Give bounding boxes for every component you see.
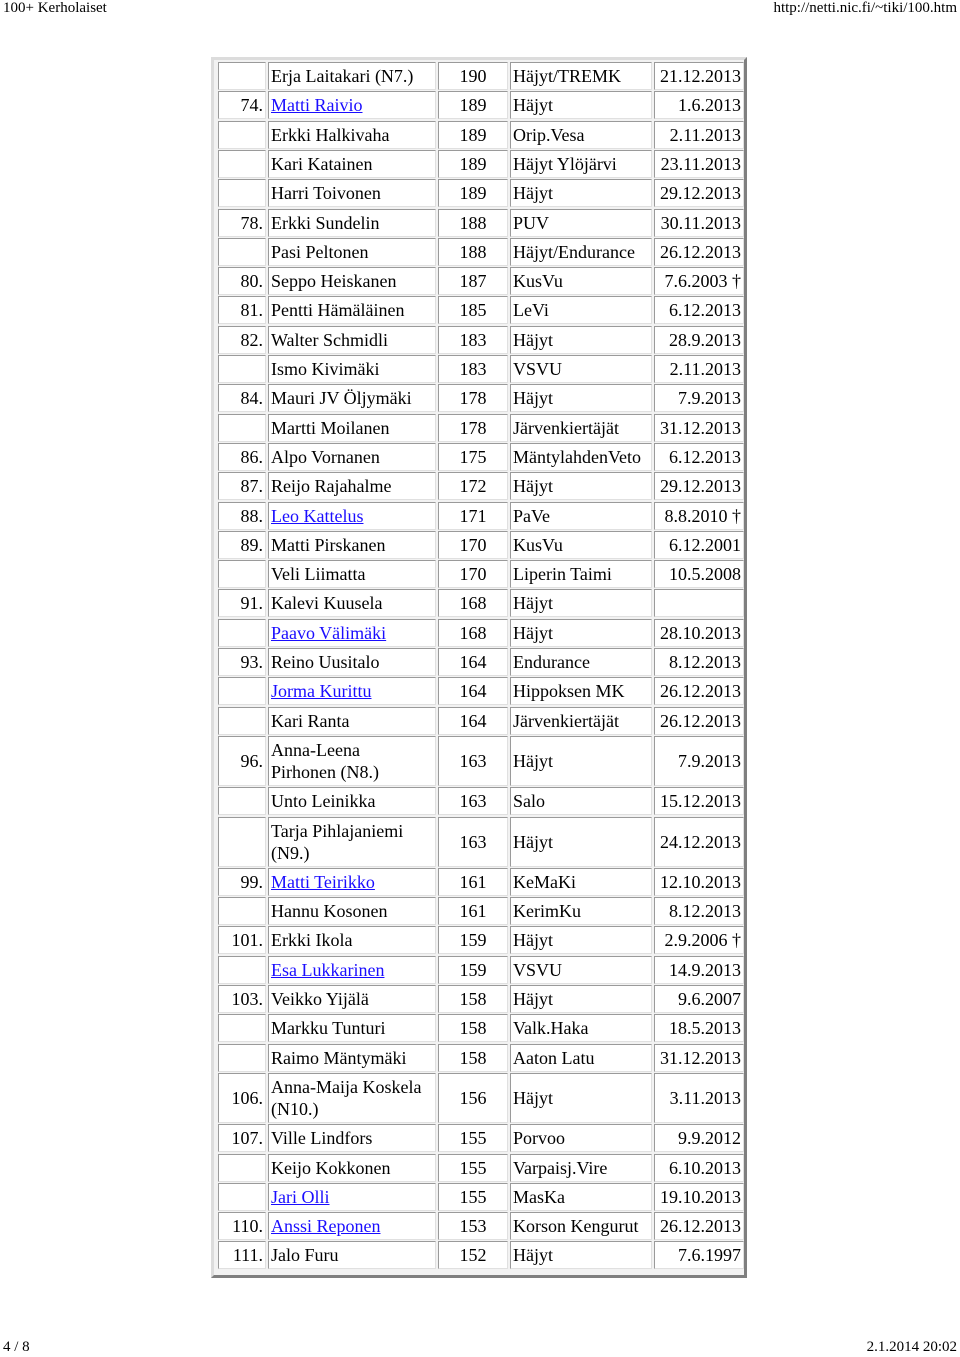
date-cell: 6.12.2013 xyxy=(654,296,744,324)
table-row xyxy=(218,560,744,588)
table-row xyxy=(218,736,744,786)
date-cell: 6.12.2001 xyxy=(654,531,744,559)
name-cell xyxy=(268,1014,436,1042)
date-cell: 7.9.2013 xyxy=(654,736,744,786)
name-link[interactable]: Paavo Välimäki xyxy=(271,622,387,643)
club-cell: Orip.Vesa xyxy=(510,121,652,149)
table-row xyxy=(218,1183,744,1211)
table-row xyxy=(218,1014,744,1042)
club-cell: KeMaKi xyxy=(510,868,652,896)
date-cell: 1.6.2013 xyxy=(654,91,744,119)
table-row xyxy=(218,179,744,207)
date-cell: 2.11.2013 xyxy=(654,355,744,383)
rank-cell: 110. xyxy=(218,1212,266,1240)
rank-cell xyxy=(218,1154,266,1182)
table-row xyxy=(218,414,744,442)
table-row xyxy=(218,1124,744,1152)
number-cell: 163 xyxy=(438,736,508,786)
rank-cell xyxy=(218,414,266,442)
club-cell: Häjyt xyxy=(510,91,652,119)
name-cell xyxy=(268,1154,436,1182)
date-cell: 23.11.2013 xyxy=(654,150,744,178)
date-cell: 26.12.2013 xyxy=(654,707,744,735)
date-cell: 26.12.2013 xyxy=(654,677,744,705)
club-cell: Korson Kengurut xyxy=(510,1212,652,1240)
rank-cell xyxy=(218,707,266,735)
table-row xyxy=(218,589,744,617)
name-cell xyxy=(268,817,436,867)
rank-cell: 107. xyxy=(218,1124,266,1152)
number-cell: 159 xyxy=(438,956,508,984)
table-row xyxy=(218,985,744,1013)
number-cell: 189 xyxy=(438,121,508,149)
name-text: Reijo Rajahalme xyxy=(271,476,392,497)
name-text: Reino Uusitalo xyxy=(271,652,380,672)
table-row xyxy=(218,677,744,705)
name-text: Kari Katainen xyxy=(271,153,373,174)
club-cell: Valk.Haka xyxy=(510,1014,652,1042)
name-cell xyxy=(268,926,436,954)
number-cell: 153 xyxy=(438,1212,508,1240)
club-cell: Järvenkiertäjät xyxy=(510,414,652,442)
date-cell: 7.9.2013 xyxy=(654,384,744,412)
name-text: Alpo Vornanen xyxy=(271,446,380,467)
number-cell: 158 xyxy=(438,1014,508,1042)
date-cell: 8.12.2013 xyxy=(654,648,744,676)
name-text: Pentti Hämäläinen xyxy=(271,300,405,321)
rank-cell xyxy=(218,1183,266,1211)
club-cell: Häjyt xyxy=(510,326,652,354)
date-cell: 29.12.2013 xyxy=(654,179,744,207)
date-cell: 31.12.2013 xyxy=(654,414,744,442)
name-cell xyxy=(268,355,436,383)
name-text: Mauri JV Öljymäki xyxy=(271,388,412,409)
number-cell: 190 xyxy=(438,62,508,90)
rank-cell: 82. xyxy=(218,326,266,354)
name-text: Matti Pirskanen xyxy=(271,534,386,555)
table-row xyxy=(218,1212,744,1240)
date-cell: 8.12.2013 xyxy=(654,897,744,925)
rank-cell: 80. xyxy=(218,267,266,295)
date-cell: 14.9.2013 xyxy=(654,956,744,984)
name-cell xyxy=(268,648,436,676)
club-cell: Varpaisj.Vire xyxy=(510,1154,652,1182)
table-row xyxy=(218,926,744,954)
name-cell xyxy=(268,472,436,500)
table-row xyxy=(218,531,744,559)
page-footer xyxy=(0,1339,960,1357)
rank-cell: 106. xyxy=(218,1073,266,1123)
name-cell xyxy=(268,1183,436,1211)
rank-cell: 87. xyxy=(218,472,266,500)
table-row xyxy=(218,619,744,647)
name-text: Veikko Yijälä xyxy=(271,989,369,1009)
number-cell: 178 xyxy=(438,384,508,412)
rank-cell xyxy=(218,121,266,149)
name-text: Pasi Peltonen xyxy=(271,241,369,262)
table-row xyxy=(218,238,744,266)
date-cell: 21.12.2013 xyxy=(654,62,744,90)
rank-cell xyxy=(218,619,266,647)
rank-cell: 88. xyxy=(218,502,266,530)
name-cell xyxy=(268,267,436,295)
name-cell xyxy=(268,985,436,1013)
date-cell: 9.9.2012 xyxy=(654,1124,744,1152)
date-cell: 8.8.2010 † xyxy=(654,502,744,530)
date-cell: 29.12.2013 xyxy=(654,472,744,500)
club-cell: Häjyt xyxy=(510,1073,652,1123)
number-cell: 168 xyxy=(438,619,508,647)
rank-cell: 101. xyxy=(218,926,266,954)
club-cell: VSVU xyxy=(510,355,652,383)
date-cell: 18.5.2013 xyxy=(654,1014,744,1042)
club-cell: Liperin Taimi xyxy=(510,560,652,588)
date-cell: 6.12.2013 xyxy=(654,443,744,471)
number-cell: 175 xyxy=(438,443,508,471)
name-cell xyxy=(268,736,436,786)
name-cell xyxy=(268,209,436,237)
results-table xyxy=(211,57,747,1278)
rank-cell: 84. xyxy=(218,384,266,412)
number-cell: 171 xyxy=(438,502,508,530)
number-cell: 161 xyxy=(438,897,508,925)
rank-cell xyxy=(218,1044,266,1072)
name-cell xyxy=(268,1241,436,1269)
number-cell: 156 xyxy=(438,1073,508,1123)
name-cell xyxy=(268,1044,436,1072)
club-cell: LeVi xyxy=(510,296,652,324)
club-cell: Häjyt xyxy=(510,179,652,207)
club-cell: KusVu xyxy=(510,267,652,295)
name-cell xyxy=(268,121,436,149)
name-text-line2: Pirhonen (N8.) xyxy=(271,761,379,782)
date-cell: 12.10.2013 xyxy=(654,868,744,896)
page-number: 4 / 8 xyxy=(3,1339,30,1355)
table-row xyxy=(218,472,744,500)
number-cell: 155 xyxy=(438,1124,508,1152)
number-cell: 188 xyxy=(438,209,508,237)
name-cell xyxy=(268,531,436,559)
name-text: Jalo Furu xyxy=(271,1245,339,1266)
name-text: Anna-Leena xyxy=(271,739,360,760)
number-cell: 189 xyxy=(438,150,508,178)
number-cell: 168 xyxy=(438,589,508,617)
club-cell: VSVU xyxy=(510,956,652,984)
name-text: Kalevi Kuusela xyxy=(271,593,383,614)
table-row xyxy=(218,384,744,412)
name-cell xyxy=(268,384,436,412)
club-cell: Häjyt xyxy=(510,736,652,786)
number-cell: 189 xyxy=(438,91,508,119)
club-cell: Häjyt/Endurance xyxy=(510,238,652,266)
rank-cell xyxy=(218,897,266,925)
date-cell: 3.11.2013 xyxy=(654,1073,744,1123)
name-text: Anna-Maija Koskela xyxy=(271,1076,422,1097)
number-cell: 159 xyxy=(438,926,508,954)
club-cell: Häjyt xyxy=(510,1241,652,1269)
rank-cell xyxy=(218,150,266,178)
number-cell: 163 xyxy=(438,787,508,815)
date-cell: 28.10.2013 xyxy=(654,619,744,647)
number-cell: 183 xyxy=(438,355,508,383)
name-cell xyxy=(268,296,436,324)
name-text: Erkki Ikola xyxy=(271,930,353,951)
name-link[interactable]: Matti Raivio xyxy=(271,95,363,116)
table-row xyxy=(218,91,744,119)
date-cell: 19.10.2013 xyxy=(654,1183,744,1211)
name-cell xyxy=(268,62,436,90)
name-cell xyxy=(268,707,436,735)
club-cell: Aaton Latu xyxy=(510,1044,652,1072)
name-text: Kari Ranta xyxy=(271,710,350,731)
date-cell xyxy=(654,589,744,617)
page-url: http://netti.nic.fi/~tiki/100.htm xyxy=(773,0,957,16)
name-link[interactable]: Jari Olli xyxy=(271,1186,330,1207)
name-text: Markku Tunturi xyxy=(271,1018,386,1039)
name-cell xyxy=(268,179,436,207)
date-cell: 24.12.2013 xyxy=(654,817,744,867)
club-cell: PaVe xyxy=(510,502,652,530)
rank-cell xyxy=(218,560,266,588)
table-row xyxy=(218,121,744,149)
number-cell: 178 xyxy=(438,414,508,442)
number-cell: 158 xyxy=(438,1044,508,1072)
name-cell xyxy=(268,238,436,266)
table-row xyxy=(218,62,744,90)
rank-cell: 89. xyxy=(218,531,266,559)
date-cell: 31.12.2013 xyxy=(654,1044,744,1072)
name-cell xyxy=(268,91,436,119)
number-cell: 155 xyxy=(438,1183,508,1211)
name-text: Erkki Sundelin xyxy=(271,212,380,233)
name-link[interactable]: Leo Kattelus xyxy=(271,505,364,526)
table-row xyxy=(218,868,744,896)
club-cell: MasKa xyxy=(510,1183,652,1211)
club-cell: Häjyt xyxy=(510,985,652,1013)
club-cell: Häjyt/TREMK xyxy=(510,62,652,90)
club-cell: Häjyt xyxy=(510,472,652,500)
rank-cell xyxy=(218,355,266,383)
club-cell: KerimKu xyxy=(510,897,652,925)
rank-cell: 81. xyxy=(218,296,266,324)
club-cell: Häjyt xyxy=(510,926,652,954)
table-row xyxy=(218,1154,744,1182)
rank-cell: 103. xyxy=(218,985,266,1013)
rank-cell: 74. xyxy=(218,91,266,119)
name-link[interactable]: Anssi Reponen xyxy=(271,1216,381,1237)
rank-cell xyxy=(218,677,266,705)
number-cell: 164 xyxy=(438,677,508,705)
date-cell: 26.12.2013 xyxy=(654,238,744,266)
rank-cell: 86. xyxy=(218,443,266,471)
number-cell: 161 xyxy=(438,868,508,896)
date-cell: 15.12.2013 xyxy=(654,787,744,815)
page-header xyxy=(0,0,960,20)
club-cell: MäntylahdenVeto xyxy=(510,443,652,471)
date-cell: 7.6.2003 † xyxy=(654,267,744,295)
date-cell: 30.11.2013 xyxy=(654,209,744,237)
rank-cell: 93. xyxy=(218,648,266,676)
rank-cell: 78. xyxy=(218,209,266,237)
rank-cell xyxy=(218,817,266,867)
name-cell xyxy=(268,897,436,925)
name-cell xyxy=(268,150,436,178)
rank-cell: 111. xyxy=(218,1241,266,1269)
date-cell: 9.6.2007 xyxy=(654,985,744,1013)
number-cell: 163 xyxy=(438,817,508,867)
table-row xyxy=(218,1241,744,1269)
table-row xyxy=(218,150,744,178)
name-cell xyxy=(268,414,436,442)
rank-cell xyxy=(218,62,266,90)
name-text: Erkki Halkivaha xyxy=(271,124,390,145)
name-text: Ville Lindfors xyxy=(271,1128,373,1149)
table-row xyxy=(218,817,744,867)
number-cell: 183 xyxy=(438,326,508,354)
name-text-line2: (N9.) xyxy=(271,842,310,863)
name-cell xyxy=(268,443,436,471)
name-cell xyxy=(268,956,436,984)
name-text: Keijo Kokkonen xyxy=(271,1157,391,1178)
club-cell: Häjyt xyxy=(510,817,652,867)
number-cell: 172 xyxy=(438,472,508,500)
rank-cell xyxy=(218,1014,266,1042)
club-cell: Hippoksen MK xyxy=(510,677,652,705)
table-row xyxy=(218,1044,744,1072)
name-text: Harri Toivonen xyxy=(271,183,381,204)
number-cell: 187 xyxy=(438,267,508,295)
table-row xyxy=(218,956,744,984)
number-cell: 164 xyxy=(438,648,508,676)
rank-cell: 91. xyxy=(218,589,266,617)
club-cell: Häjyt xyxy=(510,619,652,647)
table-row xyxy=(218,648,744,676)
name-cell xyxy=(268,677,436,705)
name-link[interactable]: Matti Teirikko xyxy=(271,871,375,892)
club-cell: Häjyt Ylöjärvi xyxy=(510,150,652,178)
date-cell: 10.5.2008 xyxy=(654,560,744,588)
print-datetime: 2.1.2014 20:02 xyxy=(866,1339,957,1355)
name-cell xyxy=(268,560,436,588)
name-text: Veli Liimatta xyxy=(271,564,366,585)
club-cell: Järvenkiertäjät xyxy=(510,707,652,735)
table-row xyxy=(218,787,744,815)
table-row xyxy=(218,209,744,237)
date-cell: 28.9.2013 xyxy=(654,326,744,354)
rank-cell: 99. xyxy=(218,868,266,896)
number-cell: 188 xyxy=(438,238,508,266)
club-cell: PUV xyxy=(510,209,652,237)
club-cell: Häjyt xyxy=(510,589,652,617)
table-row xyxy=(218,267,744,295)
name-cell xyxy=(268,1073,436,1123)
name-text: Raimo Mäntymäki xyxy=(271,1047,407,1068)
name-cell xyxy=(268,868,436,896)
name-text: Martti Moilanen xyxy=(271,417,390,438)
name-cell xyxy=(268,619,436,647)
rank-cell xyxy=(218,179,266,207)
name-text: Ismo Kivimäki xyxy=(271,359,380,379)
number-cell: 170 xyxy=(438,560,508,588)
date-cell: 26.12.2013 xyxy=(654,1212,744,1240)
name-text: Tarja Pihlajaniemi xyxy=(271,820,404,841)
page-title: 100+ Kerholaiset xyxy=(3,0,107,16)
table-row xyxy=(218,502,744,530)
club-cell: Endurance xyxy=(510,648,652,676)
name-text: Erja Laitakari (N7.) xyxy=(271,66,414,86)
name-cell xyxy=(268,1212,436,1240)
club-cell: Salo xyxy=(510,787,652,815)
date-cell: 7.6.1997 xyxy=(654,1241,744,1269)
number-cell: 158 xyxy=(438,985,508,1013)
name-link[interactable]: Esa Lukkarinen xyxy=(271,959,385,980)
table-row xyxy=(218,1073,744,1123)
name-cell xyxy=(268,787,436,815)
number-cell: 152 xyxy=(438,1241,508,1269)
rank-cell xyxy=(218,956,266,984)
table-row xyxy=(218,296,744,324)
number-cell: 170 xyxy=(438,531,508,559)
table-row xyxy=(218,707,744,735)
rank-cell xyxy=(218,238,266,266)
club-cell: Porvoo xyxy=(510,1124,652,1152)
number-cell: 155 xyxy=(438,1154,508,1182)
club-cell: KusVu xyxy=(510,531,652,559)
name-cell xyxy=(268,326,436,354)
name-cell xyxy=(268,589,436,617)
club-cell: Häjyt xyxy=(510,384,652,412)
name-cell xyxy=(268,1124,436,1152)
table-row xyxy=(218,326,744,354)
name-text-line2: (N10.) xyxy=(271,1098,319,1119)
name-link[interactable]: Jorma Kurittu xyxy=(271,681,372,702)
number-cell: 185 xyxy=(438,296,508,324)
number-cell: 164 xyxy=(438,707,508,735)
table-row xyxy=(218,443,744,471)
name-text: Unto Leinikka xyxy=(271,791,376,812)
number-cell: 189 xyxy=(438,179,508,207)
rank-cell xyxy=(218,787,266,815)
table-row xyxy=(218,355,744,383)
name-cell xyxy=(268,502,436,530)
name-text: Hannu Kosonen xyxy=(271,901,388,922)
date-cell: 6.10.2013 xyxy=(654,1154,744,1182)
date-cell: 2.11.2013 xyxy=(654,121,744,149)
name-text: Walter Schmidli xyxy=(271,329,389,350)
name-text: Seppo Heiskanen xyxy=(271,271,397,292)
date-cell: 2.9.2006 † xyxy=(654,926,744,954)
table-row xyxy=(218,897,744,925)
rank-cell: 96. xyxy=(218,736,266,786)
